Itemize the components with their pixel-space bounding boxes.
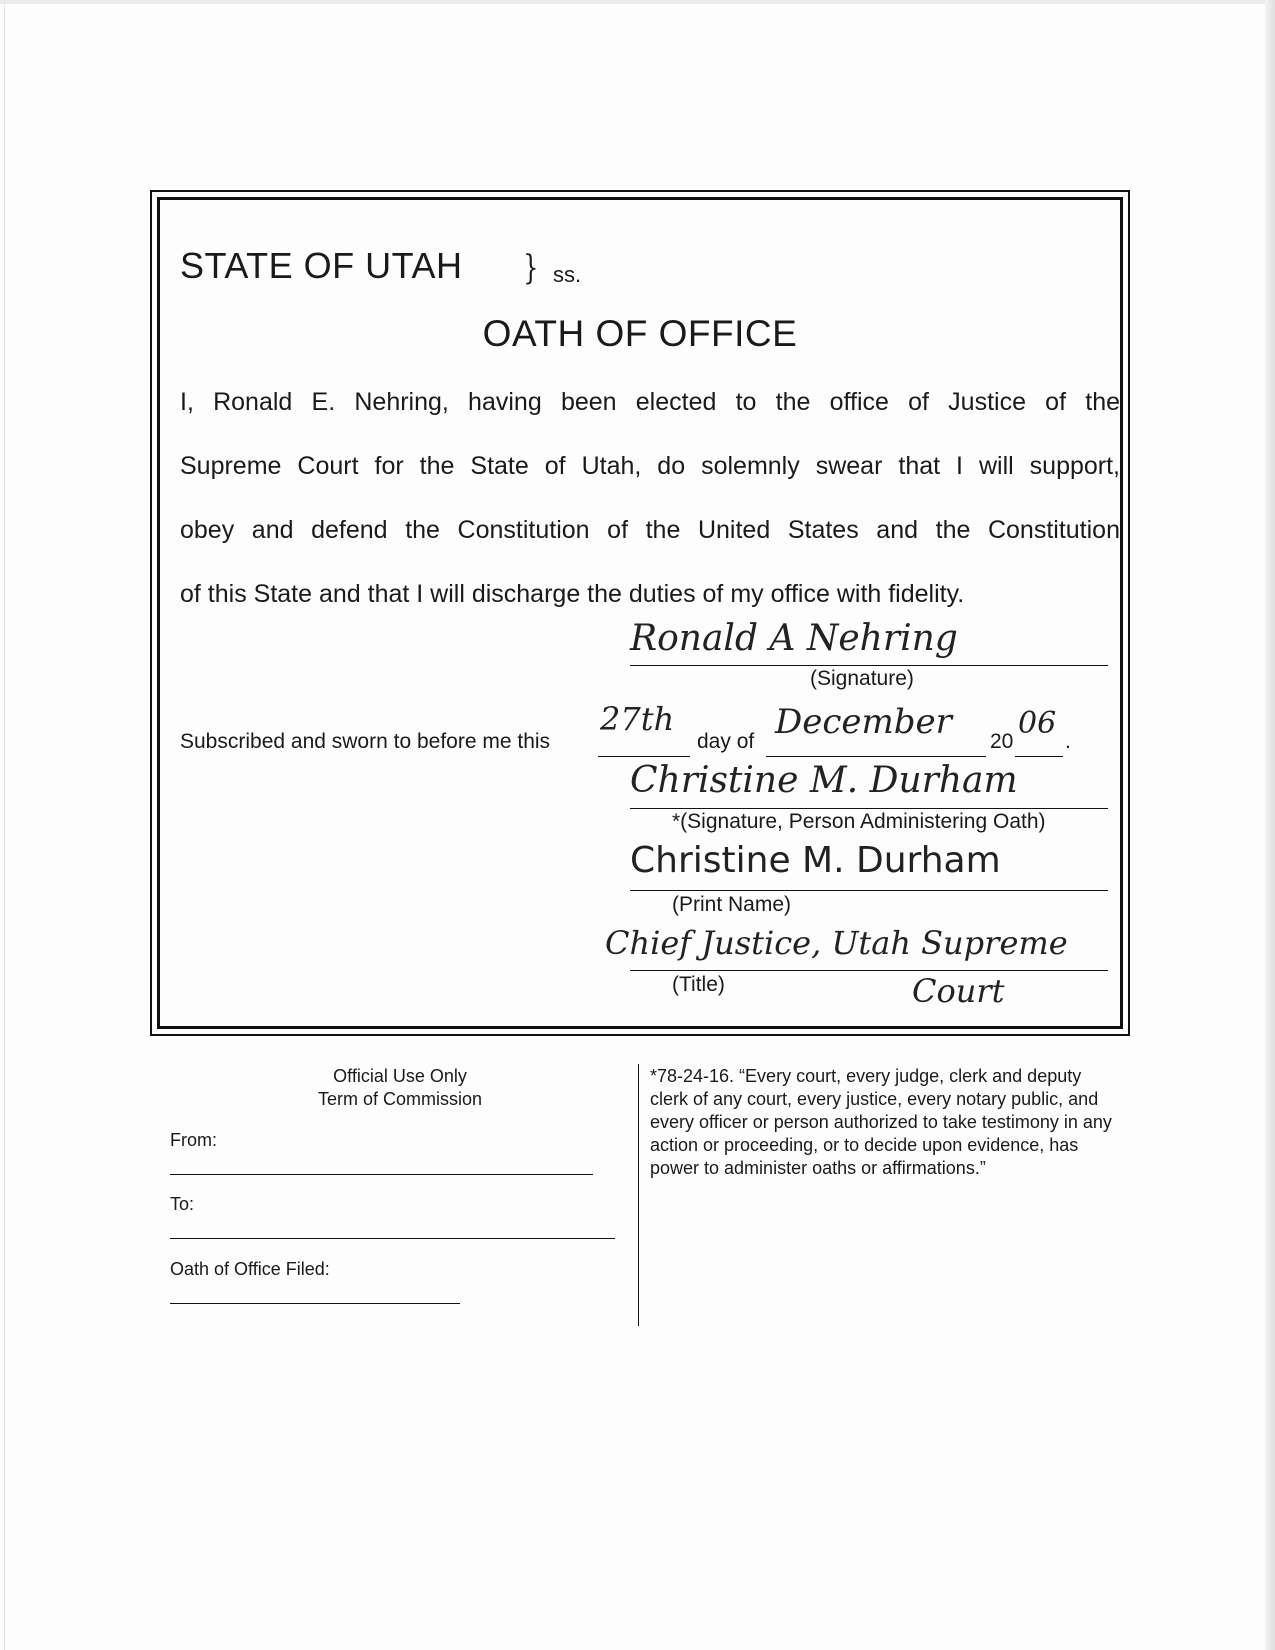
from-line: [170, 1174, 593, 1175]
handwritten-signature: Ronald A Nehring: [630, 618, 958, 659]
administrator-caption: *(Signature, Person Administering Oath): [672, 810, 1046, 833]
oath-text-line-4: of this State and that I will discharge the duties of my office with fidelity.: [180, 580, 965, 608]
state-heading: STATE OF UTAH: [180, 245, 463, 286]
oath-text-line-3: obey and defend the Constitution of the United States and the Constitution: [180, 516, 1120, 544]
day-line: [598, 756, 690, 757]
to-label: To:: [170, 1194, 195, 1214]
oath-filed-line: [170, 1303, 460, 1304]
ss-abbreviation: ss.: [553, 262, 582, 287]
official-use-heading: [180, 1065, 620, 1111]
print-name-caption: (Print Name): [672, 893, 792, 916]
statute-footnote: *78-24-16. “Every court, every judge, clerk and deputy clerk of any court, every justice, every notary public, and every officer or person authorized to take testimony in any action or proceeding, or to decide upon evidence, has power to administer oaths or affirmations.”: [650, 1066, 1112, 1178]
brace-symbol: }: [523, 248, 539, 288]
month-line: [766, 756, 986, 757]
scan-top-edge: [0, 0, 1275, 4]
signature-line: [630, 665, 1108, 666]
oath-title: OATH OF OFFICE: [482, 313, 798, 354]
handwritten-title-line-2: Court: [912, 972, 1005, 1010]
oath-text-line-2: Supreme Court for the State of Utah, do solemnly swear that I will support,: [180, 452, 1120, 480]
oath-form-inner-border: [157, 197, 1123, 1029]
section-divider: [638, 1064, 639, 1326]
oath-filed-label: Oath of Office Filed:: [170, 1259, 330, 1279]
handwritten-month: December: [775, 702, 952, 742]
handwritten-title-line-1: Chief Justice, Utah Supreme: [605, 924, 1068, 962]
from-label: From:: [170, 1130, 217, 1150]
year-line: [1015, 756, 1063, 757]
handwritten-print-name: Christine M. Durham: [630, 840, 1001, 881]
signature-caption: (Signature): [810, 667, 914, 690]
day-of-label: day of: [697, 730, 755, 753]
administrator-signature-line: [630, 808, 1108, 809]
official-use-line-1: Official Use Only: [333, 1066, 467, 1086]
scan-left-edge: [4, 0, 5, 1650]
handwritten-administrator-signature: Christine M. Durham: [630, 760, 1018, 801]
scan-right-edge: [1265, 0, 1275, 1650]
print-name-line: [630, 890, 1108, 891]
title-line: [630, 970, 1108, 971]
sworn-prefix: Subscribed and sworn to before me this: [180, 730, 551, 753]
title-caption: (Title): [672, 973, 725, 996]
handwritten-day: 27th: [600, 700, 675, 738]
year-prefix: 20: [990, 730, 1014, 753]
year-period: .: [1065, 730, 1071, 753]
official-use-line-2: Term of Commission: [317, 1089, 483, 1109]
oath-form-box: [150, 190, 1130, 1036]
oath-text-line-1: I, Ronald E. Nehring, having been elected to the office of Justice of the: [180, 388, 1120, 416]
sworn-statement: [180, 730, 550, 754]
handwritten-year: 06: [1018, 706, 1057, 741]
to-line: [170, 1238, 615, 1239]
